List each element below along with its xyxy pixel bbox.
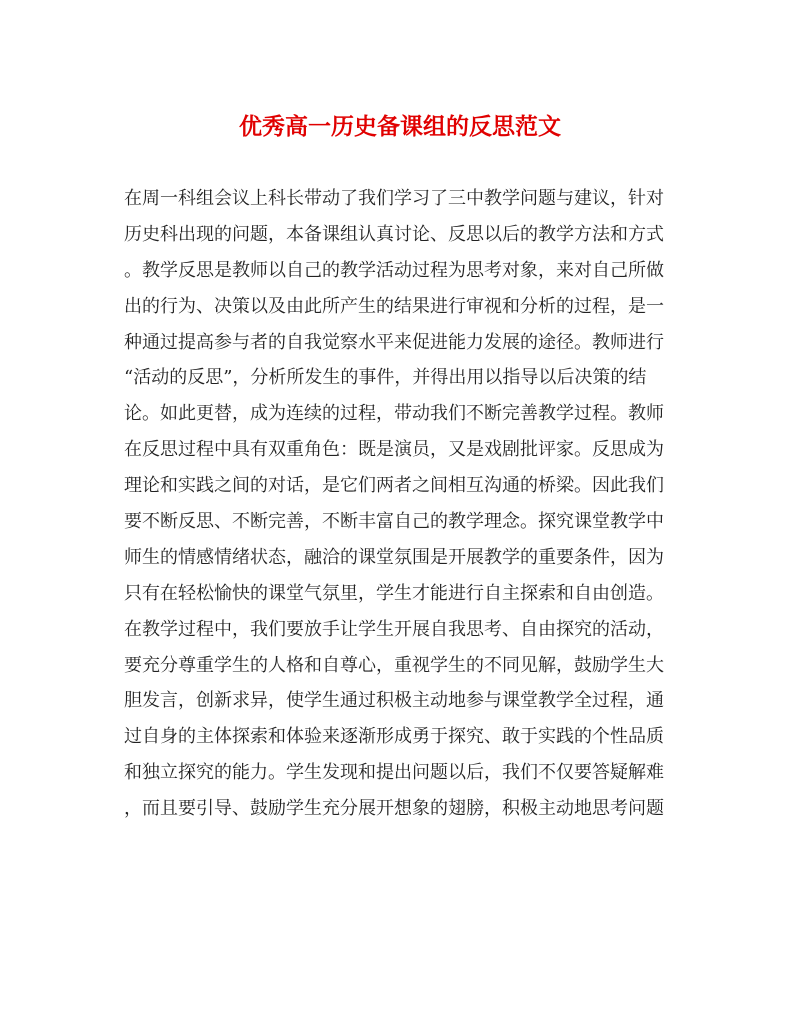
body-line: 过自身的主体探索和体验来逐渐形成勇于探究、敢于实践的个性品质: [124, 726, 664, 748]
document-body: [124, 181, 684, 827]
body-line: 。教学反思是教师以自己的教学活动过程为思考对象，来对自己所做: [124, 259, 664, 281]
body-line: 历史科出现的问题，本备课组认真讨论、反思以后的教学方法和方式: [124, 223, 664, 245]
body-line: 胆发言，创新求异，使学生通过积极主动地参与课堂教学全过程，通: [124, 690, 664, 712]
body-line: 理论和实践之间的对话，是它们两者之间相互沟通的桥梁。因此我们: [124, 475, 664, 497]
body-line: 种通过提高参与者的自我觉察水平来促进能力发展的途径。教师进行: [124, 331, 664, 353]
body-line: 在反思过程中具有双重角色：既是演员，又是戏剧批评家。反思成为: [124, 439, 664, 461]
body-line: 论。如此更替，成为连续的过程，带动我们不断完善教学过程。教师: [124, 403, 664, 425]
body-line: 只有在轻松愉快的课堂气氛里，学生才能进行自主探索和自由创造。: [124, 582, 664, 604]
body-line: 要不断反思、不断完善，不断丰富自己的教学理念。探究课堂教学中: [124, 511, 664, 533]
body-line: “活动的反思”，分析所发生的事件，并得出用以指导以后决策的结: [124, 367, 647, 389]
document-title: 优秀高一历史备课组的反思范文: [239, 113, 561, 140]
body-line: 在教学过程中，我们要放手让学生开展自我思考、自由探究的活动，: [124, 618, 664, 640]
body-line: 出的行为、决策以及由此所产生的结果进行审视和分析的过程，是一: [124, 295, 664, 317]
body-line: ，而且要引导、鼓励学生充分展开想象的翅膀，积极主动地思考问题: [124, 798, 664, 820]
body-line: 和独立探究的能力。学生发现和提出问题以后，我们不仅要答疑解难: [124, 762, 664, 784]
body-line: 在周一科组会议上科长带动了我们学习了三中教学问题与建议，针对: [124, 188, 664, 209]
body-line: 要充分尊重学生的人格和自尊心，重视学生的不同见解，鼓励学生大: [124, 654, 664, 676]
body-line: 师生的情感情绪状态，融洽的课堂氛围是开展教学的重要条件，因为: [124, 546, 664, 568]
